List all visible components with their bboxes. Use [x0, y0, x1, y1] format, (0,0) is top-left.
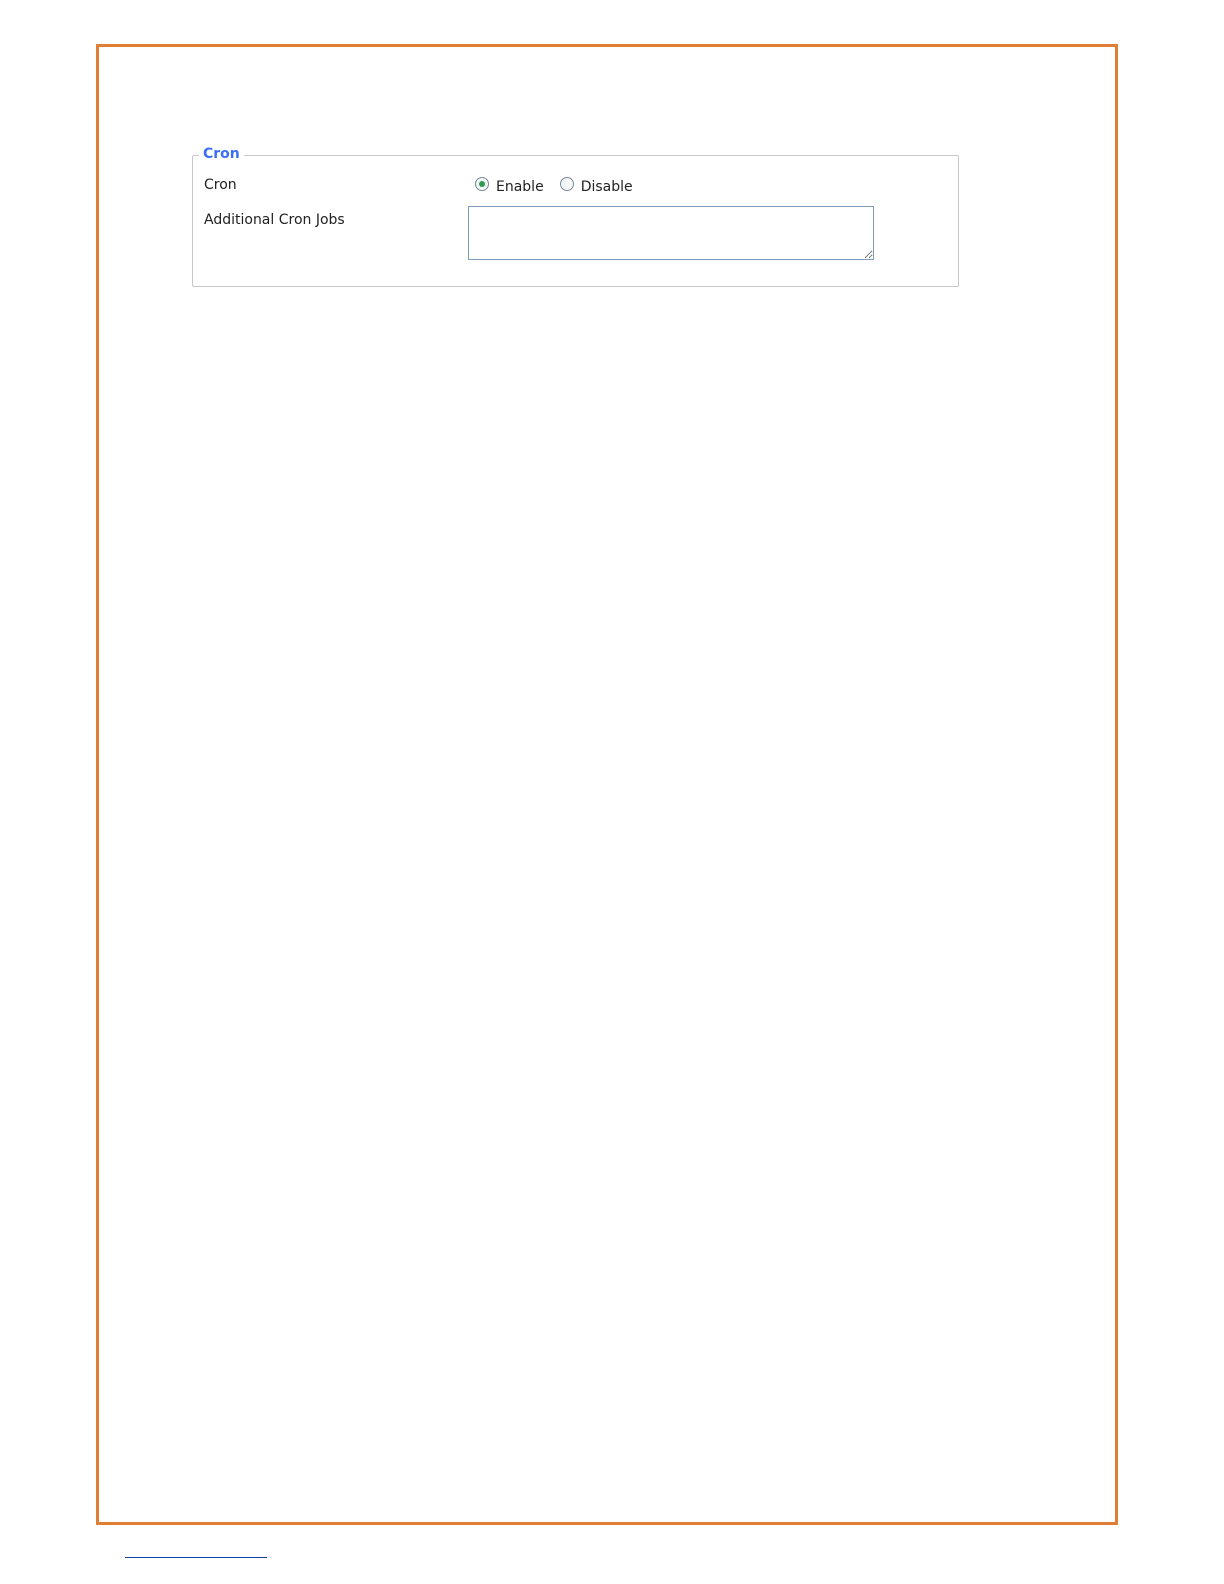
cron-disable-radio[interactable]	[560, 177, 574, 191]
cron-radio-group	[475, 174, 633, 196]
cron-section-legend: Cron	[199, 144, 244, 164]
cron-enable-radio[interactable]	[475, 177, 489, 191]
additional-cron-jobs-textarea[interactable]	[468, 206, 874, 260]
additional-cron-jobs-label: Additional Cron Jobs	[204, 212, 345, 228]
cron-enable-option[interactable]	[475, 174, 544, 196]
cron-fieldset	[192, 146, 959, 287]
footnote-separator	[125, 1557, 267, 1558]
page-frame	[96, 44, 1118, 1525]
cron-disable-option[interactable]	[560, 174, 633, 196]
cron-enable-label: Enable	[496, 179, 544, 195]
cron-label: Cron	[204, 177, 237, 193]
cron-disable-label: Disable	[580, 179, 633, 195]
